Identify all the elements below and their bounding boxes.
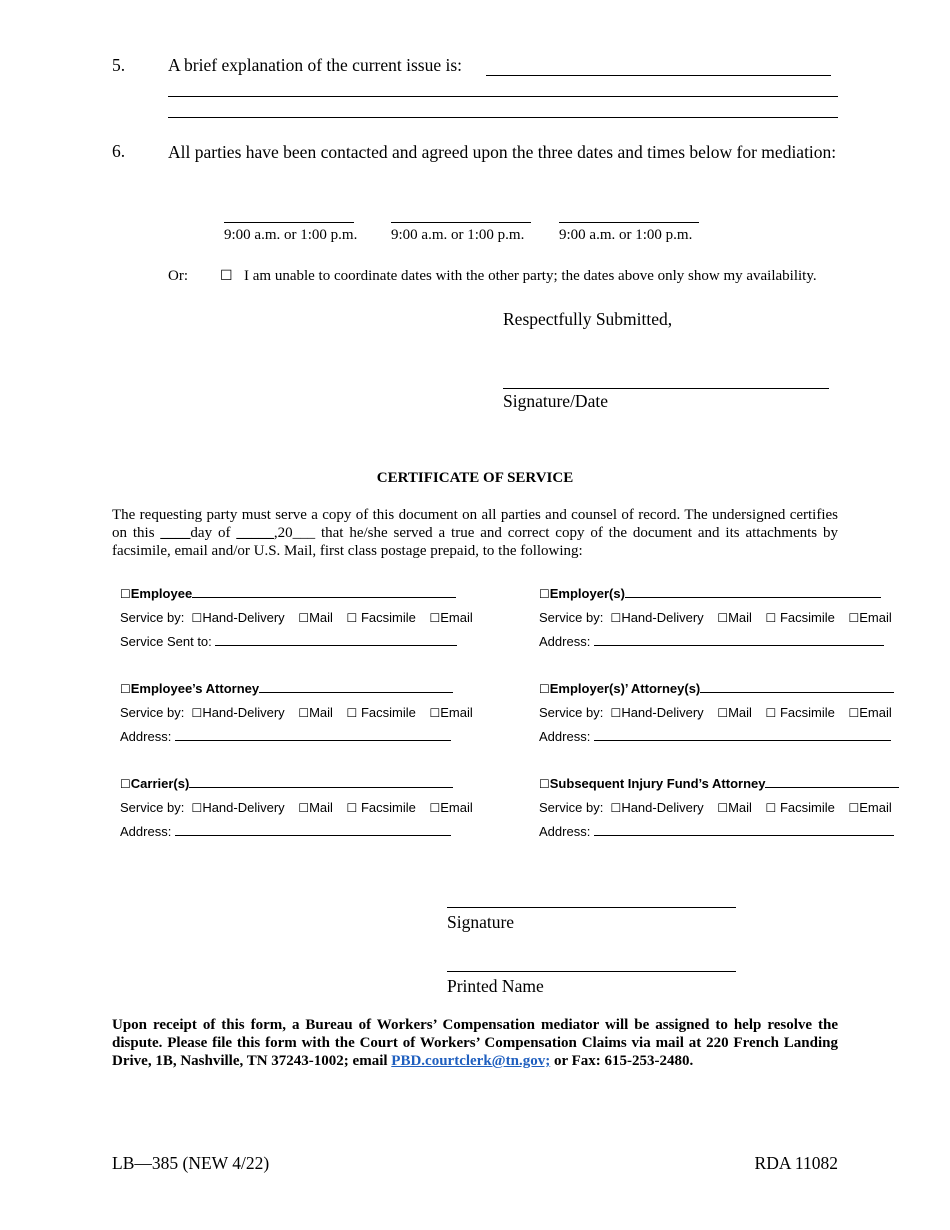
hand-delivery-checkbox[interactable]: ☐ (191, 611, 203, 625)
service-by-label: Service by: (120, 800, 185, 815)
email-checkbox[interactable]: ☐ (848, 611, 860, 625)
facsimile-checkbox[interactable]: ☐ (765, 706, 777, 720)
address-line[interactable] (594, 835, 894, 836)
employee-name-line[interactable] (192, 597, 456, 598)
employee-attorney-label: Employee’s Attorney (130, 681, 260, 696)
employee-attorney-checkbox[interactable]: ☐ (120, 682, 131, 696)
unable-coordinate-checkbox[interactable]: ☐ (220, 268, 233, 284)
item-6-number: 6. (112, 141, 126, 161)
signature-line[interactable] (447, 907, 736, 908)
hand-delivery-label: Hand-Delivery (621, 800, 704, 815)
hand-delivery-label: Hand-Delivery (621, 610, 704, 625)
service-by-label: Service by: (539, 800, 604, 815)
hand-delivery-label: Hand-Delivery (621, 705, 704, 720)
carrier-checkbox[interactable]: ☐ (120, 777, 131, 791)
mail-checkbox[interactable]: ☐ (298, 801, 310, 815)
service-block-employee (120, 586, 473, 658)
issue-line-3[interactable] (168, 117, 838, 118)
email-checkbox[interactable]: ☐ (848, 706, 860, 720)
date-line-2[interactable] (391, 222, 531, 223)
address-label: Address: (539, 729, 591, 744)
unable-coordinate-text: I am unable to coordinate dates with the other party; the dates above only show my availability. (244, 268, 817, 284)
address-line[interactable] (594, 645, 884, 646)
facsimile-label: Facsimile (360, 800, 416, 815)
employer-attorney-checkbox[interactable]: ☐ (539, 682, 550, 696)
hand-delivery-label: Hand-Delivery (202, 610, 285, 625)
certificate-text-2: day of (190, 525, 231, 541)
signature-date-label: Signature/Date (503, 391, 608, 411)
employee-label: Employee (130, 586, 193, 601)
email-checkbox[interactable]: ☐ (429, 611, 441, 625)
hand-delivery-checkbox[interactable]: ☐ (610, 801, 622, 815)
service-block-employer-attorney (539, 681, 894, 753)
employee-checkbox[interactable]: ☐ (120, 587, 131, 601)
service-by-label: Service by: (120, 610, 185, 625)
address-label: Address: (120, 824, 172, 839)
email-checkbox[interactable]: ☐ (848, 801, 860, 815)
sif-attorney-name-line[interactable] (765, 787, 899, 788)
email-label: Email (440, 705, 473, 720)
sif-attorney-label: Subsequent Injury Fund’s Attorney (549, 776, 766, 791)
certificate-text-3: ,20___ that he/she served a true and correct copy of the document and its attachments by facsimile, email and/or U.S. Mail, first class postage prepaid, to the following: (112, 525, 838, 559)
address-line[interactable] (594, 740, 891, 741)
clerk-email-link[interactable]: PBD.courtclerk@tn.gov; (391, 1053, 551, 1069)
item-5-text: A brief explanation of the current issue is: (168, 55, 463, 75)
employee-attorney-name-line[interactable] (259, 692, 453, 693)
facsimile-label: Facsimile (779, 705, 835, 720)
certificate-title: CERTIFICATE OF SERVICE (376, 470, 574, 486)
service-block-carrier (120, 776, 473, 848)
employer-name-line[interactable] (625, 597, 881, 598)
email-checkbox[interactable]: ☐ (429, 801, 441, 815)
mail-label: Mail (728, 610, 752, 625)
mail-checkbox[interactable]: ☐ (717, 801, 729, 815)
hand-delivery-label: Hand-Delivery (202, 800, 285, 815)
form-number: LB—385 (NEW 4/22) (112, 1153, 270, 1173)
carrier-name-line[interactable] (189, 787, 453, 788)
facsimile-label: Facsimile (360, 705, 416, 720)
address-label: Address: (120, 729, 172, 744)
address-label: Address: (539, 634, 591, 649)
address-label: Address: (539, 824, 591, 839)
issue-line-1[interactable] (486, 75, 831, 76)
month-blank[interactable]: _____ (236, 525, 274, 541)
date-line-3[interactable] (559, 222, 699, 223)
hand-delivery-checkbox[interactable]: ☐ (191, 706, 203, 720)
certificate-paragraph (112, 506, 838, 560)
closing-text: Respectfully Submitted, (503, 309, 673, 329)
facsimile-checkbox[interactable]: ☐ (765, 611, 777, 625)
day-blank[interactable]: ____ (160, 525, 191, 541)
signature-date-line[interactable] (503, 388, 829, 389)
mail-checkbox[interactable]: ☐ (298, 611, 310, 625)
printed-name-label: Printed Name (447, 976, 544, 996)
service-block-employee-attorney (120, 681, 473, 753)
date-line-1[interactable] (224, 222, 354, 223)
mail-label: Mail (309, 610, 333, 625)
mail-checkbox[interactable]: ☐ (717, 611, 729, 625)
facsimile-checkbox[interactable]: ☐ (346, 706, 358, 720)
service-block-sif-attorney (539, 776, 899, 848)
filing-notice (112, 1016, 838, 1070)
service-by-label: Service by: (539, 705, 604, 720)
date-time-2: 9:00 a.m. or 1:00 p.m. (391, 227, 525, 243)
service-sent-to-label: Service Sent to: (120, 634, 212, 649)
email-label: Email (859, 610, 892, 625)
mail-label: Mail (728, 800, 752, 815)
date-time-3: 9:00 a.m. or 1:00 p.m. (559, 227, 693, 243)
filing-notice-text: Upon receipt of this form, a Bureau of Workers’ Compensation mediator will be assigned to help resolve the dispute. Please file this form with the Court of Workers’ Compensation Claims via mail at 220 French Landing Drive, 1B, Nashville, TN 37243-1002; email (112, 1017, 838, 1069)
email-label: Email (440, 610, 473, 625)
fax-text: or Fax: 615-253-2480. (553, 1053, 694, 1069)
or-label: Or: (168, 268, 188, 284)
mail-label: Mail (309, 800, 333, 815)
service-by-label: Service by: (539, 610, 604, 625)
email-label: Email (859, 800, 892, 815)
mail-label: Mail (309, 705, 333, 720)
employer-checkbox[interactable]: ☐ (539, 587, 550, 601)
employer-label: Employer(s) (549, 586, 625, 601)
address-line[interactable] (175, 740, 451, 741)
facsimile-label: Facsimile (779, 610, 835, 625)
employer-attorney-label: Employer(s)’ Attorney(s) (549, 681, 701, 696)
service-by-label: Service by: (120, 705, 185, 720)
hand-delivery-checkbox[interactable]: ☐ (610, 706, 622, 720)
hand-delivery-checkbox[interactable]: ☐ (610, 611, 622, 625)
address-line[interactable] (175, 835, 451, 836)
signature-label: Signature (447, 912, 515, 932)
hand-delivery-label: Hand-Delivery (202, 705, 285, 720)
employer-attorney-name-line[interactable] (700, 692, 894, 693)
facsimile-checkbox[interactable]: ☐ (765, 801, 777, 815)
rda-number: RDA 11082 (754, 1153, 838, 1173)
date-time-1: 9:00 a.m. or 1:00 p.m. (224, 227, 358, 243)
hand-delivery-checkbox[interactable]: ☐ (191, 801, 203, 815)
service-block-employer (539, 586, 892, 658)
sif-attorney-checkbox[interactable]: ☐ (539, 777, 550, 791)
mail-checkbox[interactable]: ☐ (717, 706, 729, 720)
service-sent-to-line[interactable] (215, 645, 457, 646)
email-label: Email (859, 705, 892, 720)
mail-label: Mail (728, 705, 752, 720)
email-checkbox[interactable]: ☐ (429, 706, 441, 720)
issue-line-2[interactable] (168, 96, 838, 97)
facsimile-checkbox[interactable]: ☐ (346, 611, 358, 625)
printed-name-line[interactable] (447, 971, 736, 972)
facsimile-label: Facsimile (779, 800, 835, 815)
item-5-number: 5. (112, 55, 126, 75)
item-6-text: All parties have been contacted and agreed upon the three dates and times below for mediation: (168, 142, 837, 162)
facsimile-checkbox[interactable]: ☐ (346, 801, 358, 815)
carrier-label: Carrier(s) (130, 776, 190, 791)
email-label: Email (440, 800, 473, 815)
facsimile-label: Facsimile (360, 610, 416, 625)
mail-checkbox[interactable]: ☐ (298, 706, 310, 720)
certificate-text-1: The requesting party must serve a copy of this document on all parties and counsel of record. The undersigned certifies on this (112, 507, 838, 541)
